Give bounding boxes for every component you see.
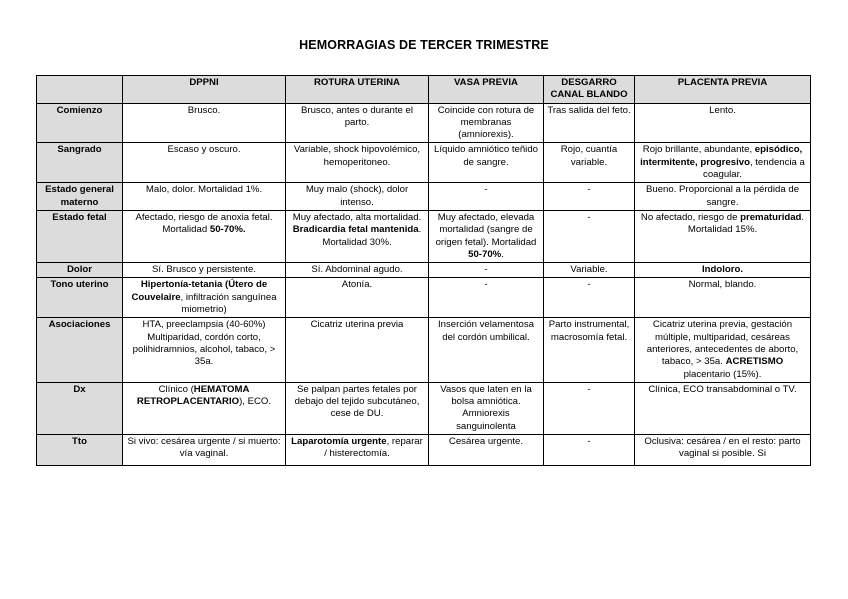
table-cell bbox=[429, 143, 544, 183]
cell-text-bold: episódico, intermitente, progresivo bbox=[640, 144, 803, 168]
cell-text: Muy afectado, alta mortalidad. bbox=[292, 211, 422, 223]
document-title: HEMORRAGIAS DE TERCER TRIMESTRE bbox=[299, 38, 549, 52]
row-label: Sangrado bbox=[37, 143, 123, 183]
cell-text: ), ECO. bbox=[239, 396, 272, 408]
row-label: Tono uterino bbox=[37, 278, 123, 318]
table-cell bbox=[286, 103, 429, 143]
table-cell bbox=[123, 183, 286, 211]
cell-text: Líquido amniótico teñido de sangre. bbox=[433, 144, 538, 168]
table-cell bbox=[544, 435, 635, 466]
header-cell-vasa-previa: VASA PREVIA bbox=[429, 76, 544, 104]
cell-text-bold: ACRETISMO bbox=[725, 356, 784, 368]
table-row bbox=[37, 183, 811, 211]
table-row bbox=[37, 210, 811, 262]
table-cell bbox=[635, 318, 811, 382]
table-body bbox=[37, 103, 811, 465]
table-cell bbox=[635, 103, 811, 143]
cell-text: Normal, blando. bbox=[688, 279, 757, 291]
cell-text: , tendencia a coagular. bbox=[703, 156, 805, 181]
cell-text: . Mortalidad 15%. bbox=[687, 211, 805, 236]
row-label: Estado fetal bbox=[37, 210, 123, 262]
table-cell bbox=[635, 183, 811, 211]
cell-text: Muy malo (shock), dolor intenso. bbox=[305, 184, 409, 208]
cell-text: Brusco, antes o durante el parto. bbox=[301, 104, 413, 128]
cell-text: Si vivo: cesárea urgente / si muerto: vía vaginal. bbox=[127, 436, 281, 460]
header-cell-rotura-uterina: ROTURA UTERINA bbox=[286, 76, 429, 104]
cell-text-bold: HEMATOMA RETROPLACENTARIO bbox=[136, 383, 250, 408]
table-cell bbox=[286, 318, 429, 382]
cell-text: Cicatriz uterina previa, gestación múltiple, multiparidad, cesáreas anteriores, antecedentes de aborto, tabaco, > 35a. bbox=[646, 319, 799, 368]
cell-text-bold: prematuridad bbox=[740, 211, 802, 223]
cell-text: Lento. bbox=[709, 104, 736, 116]
header-cell-corner bbox=[37, 76, 123, 104]
cell-text: , reparar / histerectomía. bbox=[324, 436, 423, 460]
table-cell bbox=[635, 263, 811, 278]
table-row bbox=[37, 103, 811, 143]
table-row bbox=[37, 382, 811, 434]
table-cell bbox=[429, 103, 544, 143]
table-cell bbox=[429, 278, 544, 318]
table-cell bbox=[123, 143, 286, 183]
cell-text: Coincide con rotura de membranas (amniorexis). bbox=[437, 104, 535, 141]
table-cell bbox=[123, 103, 286, 143]
table-cell bbox=[286, 382, 429, 434]
header-cell-placenta-previa: PLACENTA PREVIA bbox=[635, 76, 811, 104]
table-cell bbox=[429, 435, 544, 466]
cell-text: Clínico ( bbox=[158, 383, 194, 395]
cell-text: Escaso y oscuro. bbox=[167, 144, 241, 156]
cell-text: Inserción velamentosa del cordón umbilical. bbox=[438, 319, 534, 343]
cell-text: Rojo, cuantía variable. bbox=[560, 144, 618, 168]
cell-text: - bbox=[484, 279, 488, 291]
table-cell bbox=[635, 143, 811, 183]
cell-text: , infiltración sanguínea miometrio) bbox=[180, 291, 277, 316]
cell-text: Se palpan partes fetales por debajo del tejido subcutáneo, cese de DU. bbox=[294, 383, 420, 420]
row-label: Dolor bbox=[37, 263, 123, 278]
cell-text: Variable. bbox=[570, 264, 608, 276]
row-label: Estado general materno bbox=[37, 183, 123, 211]
table-cell bbox=[286, 183, 429, 211]
table-cell bbox=[544, 210, 635, 262]
table-cell bbox=[123, 263, 286, 278]
cell-text-bold: Laparotomía urgente bbox=[291, 436, 387, 448]
table-cell bbox=[429, 382, 544, 434]
header-cell-dppni: DPPNI bbox=[123, 76, 286, 104]
cell-text: No afectado, riesgo de bbox=[640, 211, 741, 223]
cell-text: . Mortalidad 30%. bbox=[322, 224, 422, 248]
cell-text: - bbox=[587, 211, 591, 223]
table-cell bbox=[635, 278, 811, 318]
cell-text: placentario (15%). bbox=[683, 368, 762, 380]
cell-text-bold: Hipertonía-tetania (Útero de Couvelaire bbox=[131, 279, 268, 303]
cell-text: - bbox=[484, 184, 488, 196]
cell-text: Brusco. bbox=[187, 104, 221, 116]
cell-text: - bbox=[587, 279, 591, 291]
cell-text: Parto instrumental, macrosomía fetal. bbox=[548, 319, 630, 343]
table-cell bbox=[544, 103, 635, 143]
table-cell bbox=[635, 382, 811, 434]
table-cell bbox=[429, 318, 544, 382]
row-label: Comienzo bbox=[37, 103, 123, 143]
table-cell bbox=[123, 382, 286, 434]
cell-text-bold: 50-70%. bbox=[209, 224, 246, 236]
table-row bbox=[37, 435, 811, 466]
table-cell bbox=[123, 318, 286, 382]
table-cell bbox=[429, 210, 544, 262]
cell-text: - bbox=[484, 264, 488, 276]
cell-text: Cesárea urgente. bbox=[448, 436, 524, 448]
table-row bbox=[37, 143, 811, 183]
table-cell bbox=[286, 435, 429, 466]
cell-text: Rojo brillante, abundante, bbox=[642, 144, 755, 156]
cell-text: - bbox=[587, 184, 591, 196]
cell-text: - bbox=[587, 436, 591, 448]
cell-text: Muy afectado, elevada mortalidad (sangre de origen fetal). Mortalidad bbox=[435, 211, 537, 248]
cell-text: Vasos que laten en la bolsa amniótica. Amniorexis sanguinolenta bbox=[440, 383, 532, 432]
table-cell bbox=[123, 278, 286, 318]
cell-text: Malo, dolor. Mortalidad 1%. bbox=[145, 184, 263, 196]
table-cell bbox=[286, 263, 429, 278]
cell-text: - bbox=[587, 383, 591, 395]
table-row bbox=[37, 278, 811, 318]
cell-text: Sí. Abdominal agudo. bbox=[311, 264, 403, 276]
table-cell bbox=[544, 263, 635, 278]
cell-text: . bbox=[501, 248, 504, 260]
table-cell bbox=[286, 210, 429, 262]
cell-text-bold: 50-70% bbox=[468, 248, 502, 260]
row-label: Asociaciones bbox=[37, 318, 123, 382]
table-row bbox=[37, 263, 811, 278]
table-cell bbox=[544, 318, 635, 382]
cell-text: Bueno. Proporcional a la pérdida de sangre. bbox=[645, 184, 800, 208]
table-row bbox=[37, 318, 811, 382]
table-cell bbox=[123, 435, 286, 466]
cell-text: Sí. Brusco y persistente. bbox=[152, 264, 256, 276]
cell-text-bold: Indoloro. bbox=[701, 264, 744, 276]
table-cell bbox=[635, 435, 811, 466]
comparison-table bbox=[36, 75, 811, 466]
table-cell bbox=[544, 382, 635, 434]
cell-text: Clínica, ECO transabdominal o TV. bbox=[648, 383, 797, 395]
table-header-row bbox=[37, 76, 811, 104]
table-cell bbox=[429, 183, 544, 211]
cell-text: HTA, preeclampsia (40-60%) Multiparidad, cordón corto, polihidramnios, alcohol, tabaco, > 35a. bbox=[132, 319, 276, 368]
cell-text: Atonía. bbox=[341, 279, 373, 291]
row-label: Tto bbox=[37, 435, 123, 466]
table-cell bbox=[286, 278, 429, 318]
cell-text: Afectado, riesgo de anoxia fetal. Mortalidad bbox=[135, 211, 273, 236]
table-cell bbox=[544, 143, 635, 183]
cell-text: Tras salida del feto. bbox=[547, 104, 631, 116]
table-cell bbox=[123, 210, 286, 262]
table-cell bbox=[544, 278, 635, 318]
cell-text: Cicatriz uterina previa bbox=[310, 319, 404, 331]
cell-text: Variable, shock hipovolémico, hemoperitoneo. bbox=[293, 144, 421, 168]
row-label: Dx bbox=[37, 382, 123, 434]
table-cell bbox=[286, 143, 429, 183]
cell-text-bold: Bradicardia fetal mantenida bbox=[292, 224, 419, 236]
table-cell bbox=[544, 183, 635, 211]
table-cell bbox=[429, 263, 544, 278]
cell-text: Oclusiva: cesárea / en el resto: parto vaginal si posible. Si bbox=[644, 436, 801, 460]
table-cell bbox=[635, 210, 811, 262]
header-cell-desgarro-canal-blando: DESGARRO CANAL BLANDO bbox=[544, 76, 635, 104]
